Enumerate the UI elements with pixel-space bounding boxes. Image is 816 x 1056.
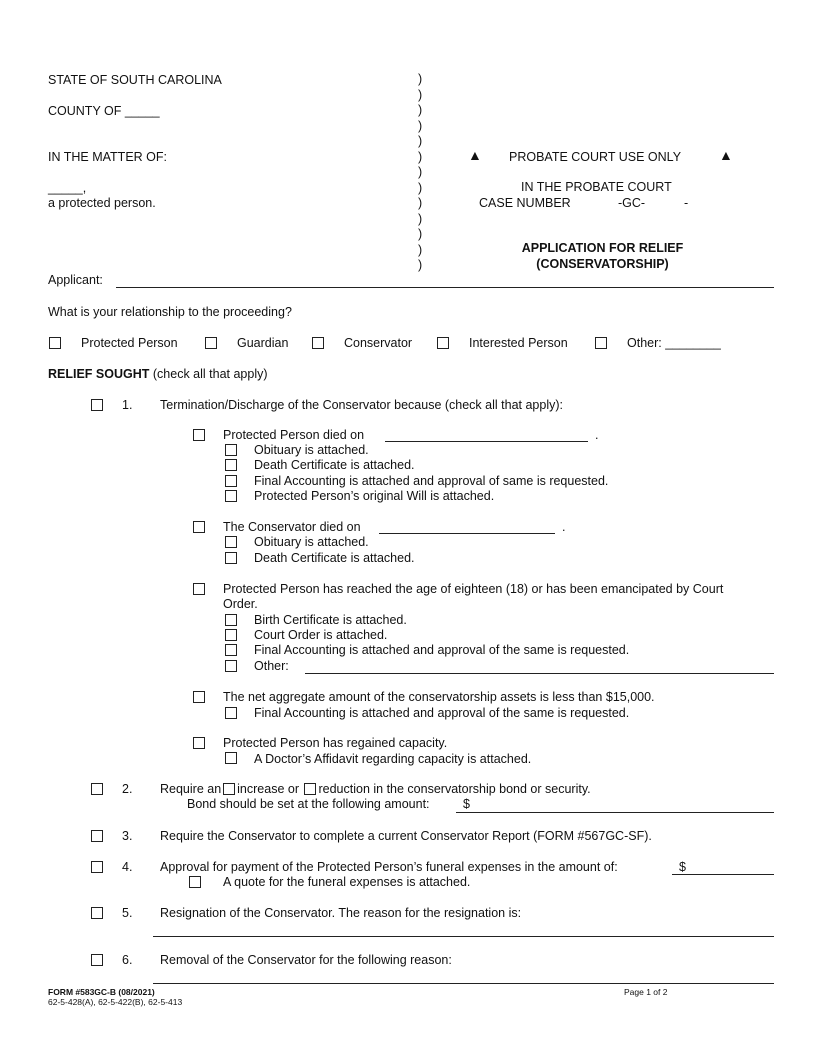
checkbox-1a-death-cert[interactable] (225, 459, 237, 471)
item-6-number: 6. (122, 953, 133, 967)
item-1-text: Termination/Discharge of the Conservator because (check all that apply): (160, 398, 563, 412)
checkbox-item-1[interactable] (91, 399, 103, 411)
checkbox-1b-conservator-died[interactable] (193, 521, 205, 533)
checkbox-item-5[interactable] (91, 907, 103, 919)
checkbox-bond-reduction[interactable] (304, 783, 316, 795)
checkbox-bond-increase[interactable] (223, 783, 235, 795)
funeral-dollar-sign: $ (679, 860, 686, 874)
sub-1b-death-cert: Death Certificate is attached. (254, 551, 415, 565)
checkbox-item-4[interactable] (91, 861, 103, 873)
sub-funeral-quote: A quote for the funeral expenses is attached. (223, 875, 471, 889)
checkbox-1a-will[interactable] (225, 490, 237, 502)
bond-dollar-sign: $ (463, 797, 470, 811)
item-1a-text: Protected Person died on (223, 428, 365, 442)
checkbox-item-3[interactable] (91, 830, 103, 842)
checkbox-funeral-quote[interactable] (189, 876, 201, 888)
case-number-gc[interactable]: -GC- (618, 196, 646, 210)
relief-heading-title: RELIEF SOUGHT (48, 367, 150, 381)
sub-1b-obituary: Obituary is attached. (254, 535, 369, 549)
item-1-number: 1. (122, 398, 133, 412)
checkbox-interested-person[interactable] (437, 337, 449, 349)
checkbox-item-6[interactable] (91, 954, 103, 966)
sub-1a-final-accounting: Final Accounting is attached and approval of same is requested. (254, 474, 609, 488)
item-1a-period: . (595, 428, 599, 442)
footer-form-id: FORM #583GC-B (08/2021) (48, 987, 155, 997)
state-label: STATE OF SOUTH CAROLINA (48, 73, 222, 87)
option-conservator: Conservator (344, 336, 413, 350)
protected-person-label: a protected person. (48, 196, 156, 210)
sub-1c-other: Other: (254, 659, 289, 673)
item-3-text: Require the Conservator to complete a current Conservator Report (FORM #567GC-SF). (160, 829, 652, 843)
item-3-number: 3. (122, 829, 133, 843)
checkbox-conservator[interactable] (312, 337, 324, 349)
sub-1d-final-accounting: Final Accounting is attached and approval of the same is requested. (254, 706, 630, 720)
form-title-line1: APPLICATION FOR RELIEF (521, 241, 684, 255)
option-guardian: Guardian (237, 336, 289, 350)
item-6-text: Removal of the Conservator for the following reason: (160, 953, 452, 967)
item-5-number: 5. (122, 906, 133, 920)
sub-1c-court-order: Court Order is attached. (254, 628, 388, 642)
conservator-death-date-field[interactable] (379, 533, 555, 534)
applicant-field[interactable] (116, 287, 774, 288)
item-4-number: 4. (122, 860, 133, 874)
court-use-label: PROBATE COURT USE ONLY (509, 150, 682, 164)
resignation-reason-field[interactable] (153, 936, 774, 937)
applicant-label: Applicant: (48, 273, 103, 287)
item-1d-text: The net aggregate amount of the conservatorship assets is less than $15,000. (223, 690, 655, 704)
checkbox-1c-birth-cert[interactable] (225, 614, 237, 626)
item-1b-text: The Conservator died on (223, 520, 361, 534)
checkbox-1a-final-accounting[interactable] (225, 475, 237, 487)
checkbox-1e-regained-capacity[interactable] (193, 737, 205, 749)
bond-amount-field[interactable] (456, 812, 774, 813)
sub-1a-obituary: Obituary is attached. (254, 443, 369, 457)
relief-heading-note: (check all that apply) (152, 367, 268, 381)
item-2-pre: Require an (160, 782, 222, 796)
checkbox-1c-age-eighteen[interactable] (193, 583, 205, 595)
triangle-left-icon: ▲ (468, 147, 482, 163)
sub-1a-will: Protected Person’s original Will is attached. (254, 489, 495, 503)
item-5-text: Resignation of the Conservator. The reason for the resignation is: (160, 906, 522, 920)
pp-death-date-field[interactable] (385, 441, 588, 442)
checkbox-1c-court-order[interactable] (225, 629, 237, 641)
caption-parentheses: ) ) ) ) ) ) ) ) ) ) ) ) ) (418, 72, 423, 272)
triangle-right-icon: ▲ (719, 147, 733, 163)
item-1c-other-field[interactable] (305, 673, 774, 674)
county-label-text: COUNTY OF (48, 104, 122, 118)
item-2-number: 2. (122, 782, 133, 796)
checkbox-protected-person[interactable] (49, 337, 61, 349)
item-1e-text: Protected Person has regained capacity. (223, 736, 448, 750)
item-2-text (160, 782, 591, 796)
court-name: IN THE PROBATE COURT (521, 180, 672, 194)
item-4-text: Approval for payment of the Protected Person’s funeral expenses in the amount of: (160, 860, 618, 874)
checkbox-1a-obituary[interactable] (225, 444, 237, 456)
other-relationship-field[interactable]: ________ (665, 336, 721, 350)
county-label (48, 104, 160, 118)
checkbox-1d-final-accounting[interactable] (225, 707, 237, 719)
option-protected-person: Protected Person (81, 336, 178, 350)
item-2-increase: increase or (237, 782, 299, 796)
sub-1a-death-cert: Death Certificate is attached. (254, 458, 415, 472)
bond-amount-label: Bond should be set at the following amount: (187, 797, 430, 811)
checkbox-1b-death-cert[interactable] (225, 552, 237, 564)
protected-person-name-blank[interactable]: _____, (48, 181, 87, 195)
case-number-label: CASE NUMBER (479, 196, 571, 210)
removal-reason-field[interactable] (153, 983, 774, 984)
item-1c-text-cont: Order. (223, 597, 258, 611)
checkbox-1d-assets-under-15000[interactable] (193, 691, 205, 703)
relief-heading (48, 367, 268, 381)
item-2-reduction: reduction in the conservatorship bond or security. (318, 782, 591, 796)
matter-label: IN THE MATTER OF: (48, 150, 167, 164)
funeral-amount-field[interactable] (672, 874, 774, 875)
footer-page-number: Page 1 of 2 (624, 987, 668, 997)
checkbox-1c-other[interactable] (225, 660, 237, 672)
checkbox-guardian[interactable] (205, 337, 217, 349)
option-other-label: Other: (627, 336, 662, 350)
sub-1e-doctor-affidavit: A Doctor’s Affidavit regarding capacity is attached. (254, 752, 532, 766)
option-interested-person: Interested Person (469, 336, 568, 350)
checkbox-1c-final-accounting[interactable] (225, 644, 237, 656)
checkbox-item-2[interactable] (91, 783, 103, 795)
sub-1c-final-accounting: Final Accounting is attached and approval of the same is requested. (254, 643, 630, 657)
item-1b-period: . (562, 520, 566, 534)
checkbox-other[interactable] (595, 337, 607, 349)
checkbox-1e-doctor-affidavit[interactable] (225, 752, 237, 764)
county-blank[interactable]: _____ (124, 104, 160, 118)
checkbox-1b-obituary[interactable] (225, 536, 237, 548)
form-title-line2: (CONSERVATORSHIP) (536, 257, 669, 271)
option-other (627, 336, 721, 350)
footer-citations: 62-5-428(A), 62-5-422(B), 62-5-413 (48, 997, 183, 1007)
case-number-dash: - (684, 196, 689, 210)
relationship-question: What is your relationship to the proceeding? (48, 305, 292, 319)
item-1c-text: Protected Person has reached the age of eighteen (18) or has been emancipated by Court (223, 582, 724, 596)
checkbox-1a-pp-died[interactable] (193, 429, 205, 441)
sub-1c-birth-cert: Birth Certificate is attached. (254, 613, 407, 627)
